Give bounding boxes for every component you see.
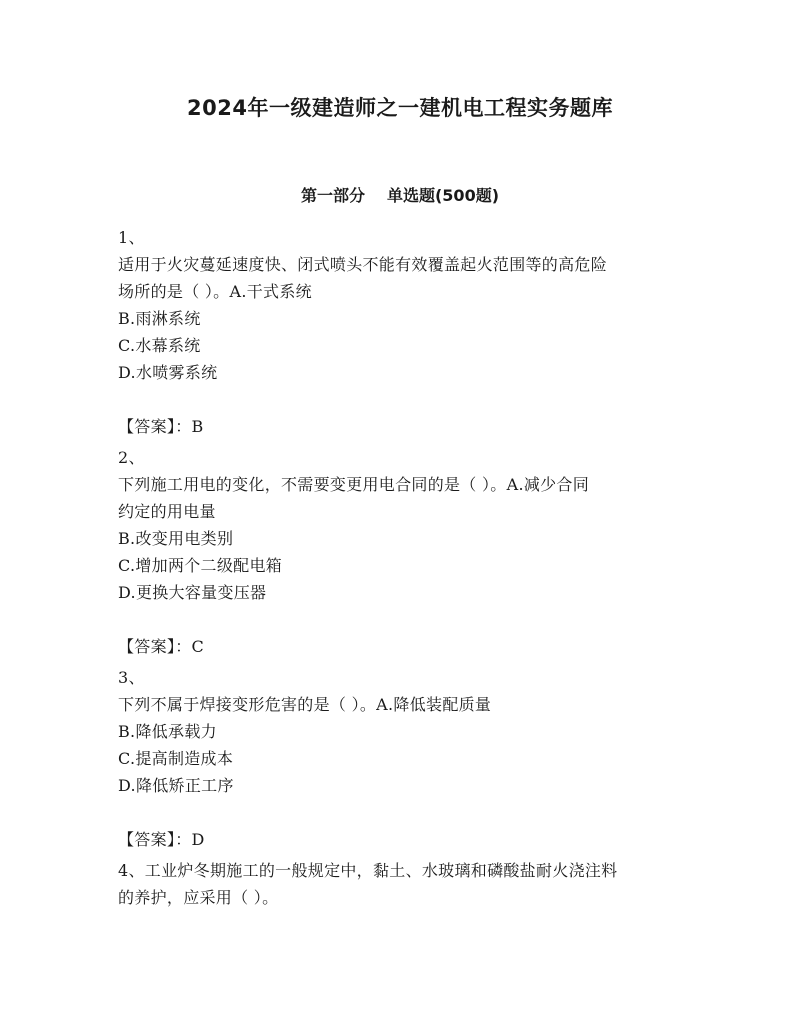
question-text-line: 下列施工用电的变化，不需要变更用电合同的是（ ）。A.减少合同 — [118, 475, 590, 494]
question-text-line: 适用于火灾蔓延速度快、闭式喷头不能有效覆盖起火范围等的高危险 — [118, 255, 608, 274]
question-number: 1、 — [118, 228, 145, 247]
question-text-line: 的养护，应采用（ ）。 — [118, 888, 279, 907]
option-b: B.降低承载力 — [118, 722, 217, 741]
answer-line: 【答案】：B — [118, 417, 204, 436]
section-heading — [0, 183, 800, 206]
section-label: 第一部分 — [300, 186, 365, 205]
question-number: 2、 — [118, 448, 145, 467]
option-c: C.提高制造成本 — [118, 749, 234, 768]
question-4 — [118, 857, 686, 911]
section-name: 单选题(500题) — [386, 186, 500, 205]
answer-line: 【答案】：D — [118, 830, 205, 849]
question-list — [118, 224, 686, 911]
option-d: D.水喷雾系统 — [118, 363, 218, 382]
option-c: C.水幕系统 — [118, 336, 201, 355]
question-text-line: 场所的是（ ）。A.干式系统 — [118, 282, 312, 301]
option-d: D.降低矫正工序 — [118, 776, 234, 795]
answer-line: 【答案】：C — [118, 637, 205, 656]
option-d: D.更换大容量变压器 — [118, 583, 267, 602]
option-b: B.改变用电类别 — [118, 529, 234, 548]
question-text-line: 下列不属于焊接变形危害的是（ ）。A.降低装配质量 — [118, 695, 492, 714]
question-number: 3、 — [118, 668, 145, 687]
question-text-line: 约定的用电量 — [118, 502, 216, 521]
document-title: 2024年一级建造师之一建机电工程实务题库 — [187, 96, 613, 120]
question-text-line: 4、工业炉冬期施工的一般规定中，黏土、水玻璃和磷酸盐耐火浇注料 — [118, 861, 618, 880]
question-2 — [118, 444, 686, 664]
option-c: C.增加两个二级配电箱 — [118, 556, 283, 575]
option-b: B.雨淋系统 — [118, 309, 201, 328]
question-3 — [118, 664, 686, 857]
question-1 — [118, 224, 686, 444]
